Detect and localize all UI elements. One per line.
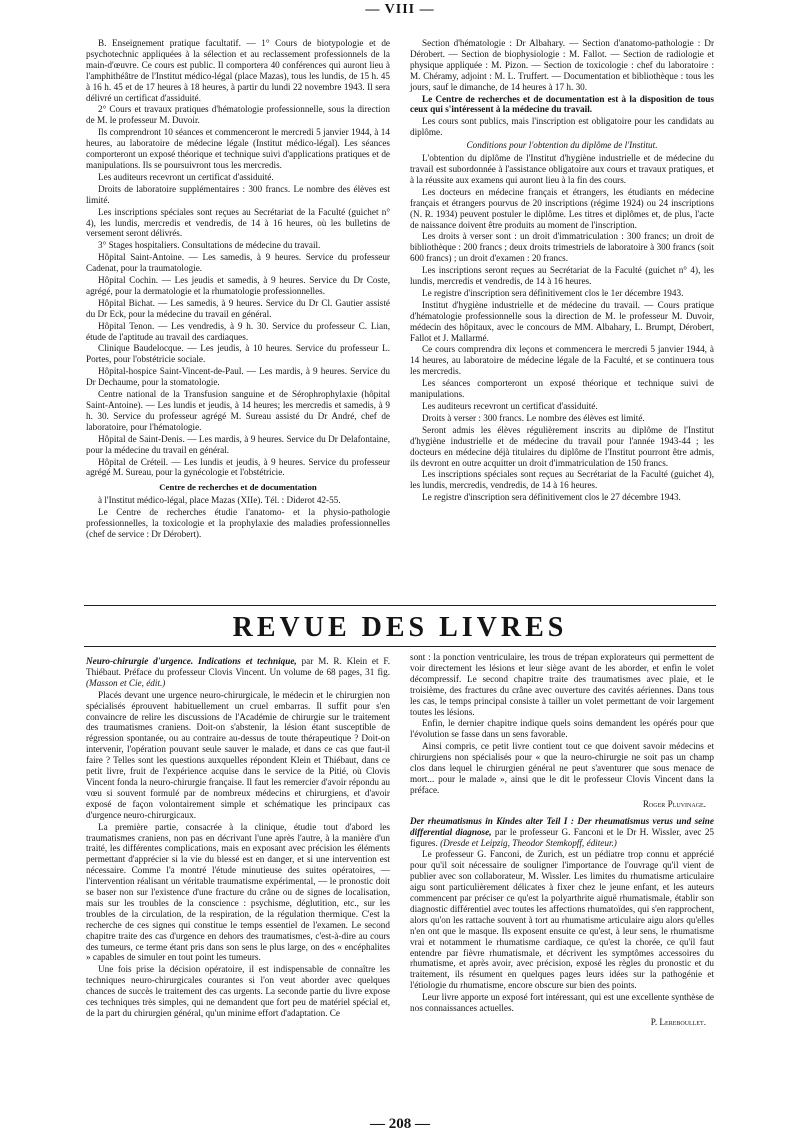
top-left-column xyxy=(86,38,390,541)
review-publisher: (Dresde et Leipzig, Theodor Stemkopff, éditeur.) xyxy=(440,837,617,848)
paragraph: Hôpital-hospice Saint-Vincent-de-Paul. — Les mardis, à 9 heures. Service du Dr Dechaume, pour la stomatologie. xyxy=(86,366,390,388)
paragraph: Droits à verser : 300 francs. Le nombre des élèves est limité. xyxy=(422,412,645,423)
paragraph: L'obtention du diplôme de l'Institut d'hygiène industrielle et de médecine du travail est subordonnée à l'assistance obligatoire aux cours et travaux pratiques, et à la réussite aux examens qui auront lieu à la fin des cours. xyxy=(410,153,714,185)
paragraph: à l'Institut médico-légal, place Mazas (XIIe). Tél. : Diderot 42-55. xyxy=(98,495,341,506)
review-title: Der rheumatismus in Kindes alter Teil I : Der rheumatismus verus und seine differential diagnose, xyxy=(410,815,714,837)
paragraph: Enfin, le dernier chapitre indique quels soins demandent les opérés pour que l'évolution se fasse dans un sens favorable. xyxy=(410,718,714,740)
paragraph: Hôpital Bichat. — Les samedis, à 9 heures. Service du Dr Cl. Gautier assisté du Dr Eck, pour la médecine du travail en général. xyxy=(86,297,390,319)
paragraph: Hôpital Tenon. — Les vendredis, à 9 h. 30. Service du professeur C. Lian, étude de l'aptitude au travail des cardiaques. xyxy=(86,320,390,342)
paragraph: La première partie, consacrée à la clinique, étudie tout d'abord les traumatismes craniens, non pas en décrivant l'une après l'autre, à la manière d'un traité, les différentes complications, mais en exposant avec précision les éléments permettant d'apprécier si la vie du blessé est en danger, et si une intervention est nécessaire. Comme l'a montré l'étude minutieuse des suites opératoires, — l'intervention réalisant un véritable traumatisme expérimental, — le pronostic doit se baser non sur l'existence d'une fracture du crâne ou de signes de localisation, mais sur les troubles de la conscience : psychisme, déglutition, etc., sur les troubles de la circulation, de la respiration, de la régulation thermique. C'est la recherche de ces signes qui constitue le temps essentiel de l'examen. Le second chapitre traite des cas d'urgence en dehors des traumatismes, c'est-à-dire au cours des tumeurs, ce terme étant pris dans son sens le plus large, on des « encéphalites » capables de simuler en tout point les tumeurs. xyxy=(86,821,390,963)
paragraph: Hôpital de Saint-Denis. — Les mardis, à 9 heures. Service du Dr Delafontaine, pour la médecine du travail en général. xyxy=(86,433,390,455)
paragraph: Les inscriptions seront reçues au Secrétariat de la Faculté (guichet n° 4), les lundis, mercredis et vendredis, de 14 à 16 heures. xyxy=(410,265,714,287)
paragraph: Placés devant une urgence neuro-chirurgicale, le médecin et le chirurgien non spécialisés éprouvent habituellement un cruel embarras. Il suffit pour s'en convaincre de relire les discussions de l'Académie de chirurgie sur le traitement des traumatismes craniens. Doit-on s'abstenir, la lésion étant susceptible de régression spontanée, ou au contraire au-dessus de toute thérapeutique ? Doit-on intervenir, l'opération pouvant seule sauver le malade, et dans ce cas que faut-il faire ? Telles sont les questions auxquelles répondent Klein et Thiébaut, dans ce petit livre, fruit de l'expérience acquise dans le service de la Pitié, où Clovis Vincent fonda la neuro-chirurgie française. Il faut les remercier d'avoir répondu au vœu si souvent formulé par de nombreux médecins et chirurgiens, et d'avoir exposé de façon volontairement simple et schématique les principaux cas d'urgence neuro-chirurgicaux. xyxy=(86,689,390,820)
page-number: — 208 — xyxy=(370,1116,430,1132)
bottom-left-column xyxy=(86,652,390,1020)
paragraph: Les cours sont publics, mais l'inscription est obligatoire pour les candidats au diplôme. xyxy=(410,116,714,138)
paragraph: Hôpital Saint-Antoine. — Les samedis, à 9 heures. Service du professeur Cadenat, pour la traumatologie. xyxy=(86,252,390,274)
paragraph: Les inscriptions spéciales sont reçues au Secrétariat de la Faculté (guichet 4), les lundis, mercredis, vendredis, de 14 à 16 heures. xyxy=(410,469,714,491)
paragraph: Le registre d'inscription sera définitivement clos le 1er décembre 1943. xyxy=(422,287,684,298)
review-signature: P. Lereboullet. xyxy=(650,1017,706,1027)
paragraph: Section d'hématologie : Dr Albahary. — Section d'anatomo-pathologie : Dr Dérobert. — Section de biophysiologie : M. Fallot. — Section de radiologie et physique appliquée : M. Pizon. — Section de toxicologie : chef du laboratoire : M. Chéramy, adjoint : M. L. Truffert. — Documentation et bibliothèque : tous les jours, sauf le dimanche, de 14 heures à 17 h. 30. xyxy=(410,38,714,92)
paragraph: Les auditeurs recevront un certificat d'assiduité. xyxy=(98,171,274,182)
paragraph: Les auditeurs recevront un certificat d'assiduité. xyxy=(422,401,598,411)
review-signature: Roger Pluvinage. xyxy=(642,798,706,809)
subsection-heading: Conditions pour l'obtention du diplôme de l'Institut. xyxy=(466,140,658,151)
paragraph: Seront admis les élèves régulièrement inscrits au diplôme de l'Institut d'hygiène industrielle et de médecine du travail pour l'année 1943-44 ; les docteurs en médecine déjà titulaires du diplôme de l'Institut pourront être admis, ils devront en outre acquitter un droit d'immatriculation de 150 francs. xyxy=(410,424,714,468)
top-right-column xyxy=(410,38,714,504)
review-authors: par le professeur G. Fanconi et le Dr H. Wissler, avec 25 figures. xyxy=(410,826,715,848)
review-title-block xyxy=(410,816,714,849)
paragraph: Hôpital de Créteil. — Les lundis et jeudis, à 9 heures. Service du professeur agrégé M. Sureau, pour la gynécologie et l'obstétricie. xyxy=(86,456,390,478)
paragraph: B. Enseignement pratique facultatif. — 1° Cours de biotypologie et de psychotechnic appliquées à la sélection et au reclassement professionnels de la main-d'œuvre. Ce cours est public. Il comportera 40 conférences qui auront lieu à l'amphithéâtre de l'Institut médico-légal (place Mazas), tous les lundis, de 15 h. 45 à 16 h. 45 et de 17 heures à 18 heures, à partir du lundi 22 novembre 1943. Il sera délivré un certificat d'assiduité. xyxy=(86,38,390,103)
review-section-title: REVUE DES LIVRES xyxy=(232,612,568,643)
paragraph: Les séances comporteront un exposé théorique et technique suivi de manipulations. xyxy=(410,378,714,400)
bottom-right-column xyxy=(410,652,714,1034)
paragraph: Ce cours comprendra dix leçons et commencera le mercredi 5 janvier 1944, à 14 heures, au laboratoire de médecine légale de la Faculté, et se continuera tous les mercredis. xyxy=(410,344,714,377)
paragraph: Le registre d'inscription sera définitivement clos le 27 décembre 1943. xyxy=(422,492,681,503)
paragraph: Centre national de la Transfusion sanguine et de Sérophrophylaxie (hôpital Saint-Antoine). — Les lundis et jeudis, à 14 heures; les mercredis et samedis, à 9 h. 30. Service du professeur agrégé M. Sureau assisté du Dr André, chef de laboratoire, pour l'hématologie. xyxy=(86,389,390,432)
review-publisher: (Masson et Cie, édit.) xyxy=(86,677,166,688)
paragraph: Ils comprendront 10 séances et commenceront le mercredi 5 janvier 1944, à 14 heures, au laboratoire de médecine légale (Institut médico-légal). Les séances comporteront un exposé théorique et technique suivi d'applications pratiques et de manipulations. Ils se poursuivront tous les mercredis. xyxy=(86,127,390,170)
paragraph: Le Centre de recherches étudie l'anatomo- et la physio-pathologie professionnelles, la toxicologie et la prophylaxie des maladies professionnelles (chef de service : Dr Dérobert). xyxy=(86,507,390,539)
section-divider xyxy=(84,605,716,606)
paragraph: Les docteurs en médecine français et étrangers, les étudiants en médecine français et étrangers pourvus de 20 inscriptions (régime 1924) ou 24 inscriptions (N. R. 1934) peuvent postuler le diplôme. Les titres et diplômes et, de plus, l'acte de naissance doivent être produits au moment de l'inscription. xyxy=(410,186,714,230)
paragraph: 3° Stages hospitaliers. Consultations de médecine du travail. xyxy=(98,240,321,251)
paragraph: Clinique Baudelocque. — Les jeudis, à 10 heures. Service du professeur L. Portes, pour l'obstétricie sociale. xyxy=(86,343,390,365)
section-heading: Centre de recherches et de documentation xyxy=(159,482,317,493)
paragraph: Les droits à verser sont : un droit d'immatriculation : 300 francs; un droit de bibliothèque : 200 francs ; deux droits trimestriels de laboratoire à 300 francs (soit 600 francs) ; un droit d'examen : 20 francs. xyxy=(410,231,714,264)
paragraph: Le Centre de recherches et de documentation est à la disposition de tous ceux qui s'intéressent à la médecine du travail. xyxy=(410,93,714,115)
paragraph: Une fois prise la décision opératoire, il est indispensable de connaître les techniques neuro-chirurgicales courantes si l'on veut aborder avec quelques chances de succès le traitement des cas urgents. La seconde partie du livre expose ces techniques très simples, qui ne demandent que fort peu de matériel spécial et, de la part du chirurgien général, qu'un minime effort d'adaptation. Ce xyxy=(86,964,390,1018)
page-header-roman: — VIII — xyxy=(365,2,435,17)
paragraph: sont : la ponction ventriculaire, les trous de trépan explorateurs qui permettent de voir directement les lésions et leur siège avant de les aborder, et enfin le volet décompressif. Le second chapitre traite des traumatismes avec plaie, et le troisième, des fractures du crâne avec ouverture des cavités aériennes. Dans tous les cas, le temps principal consiste à tailler un volet permettant de voir largement toutes les lésions. xyxy=(410,652,714,717)
paragraph: Leur livre apporte un exposé fort intéressant, qui est une excellente synthèse de nos connaissances actuelles. xyxy=(410,992,714,1014)
review-title: Neuro-chirurgie d'urgence. Indications et technique, xyxy=(86,656,297,666)
paragraph: Droits de laboratoire supplémentaires : 300 francs. Le nombre des élèves est limité. xyxy=(86,183,390,205)
review-authors: par M. R. Klein et F. Thiébaut. Préface du professeur Clovis Vincent. Un volume de 68 pages, 31 fig. xyxy=(86,656,390,677)
paragraph: Le professeur G. Fanconi, de Zurich, est un pédiatre trop connu et apprécié pour qu'il soit nécessaire de souligner l'importance de l'ouvrage qu'il vient de publier avec son collaborateur, M. Wissler. Les limites du rhumatisme articulaire aigu sont particulièrement délicates à fixer chez le jeune enfant, et les auteurs commencent par préciser ce qu'est la polyarthrite aiguë rhumatismale, établir son diagnostic différentiel avec toutes les affections rhumatoïdes, qui s'en rapprochent, alors qu'on les rattache souvent à tort au rhumatisme articulaire aigu alors qu'elles n'en ont que le masque. Ils exposent ensuite ce qu'est, à leur sens, le rhumatisme vrai et notamment le rhumatisme cardiaque, ce qu'est la chorée, ce qu'il faut entendre par fièvre rhumatismale, et décrivent les symptômes accessoires du rhumatisme, et après avoir, avec précision, exposé les règles du pronostic et du traitement, ils résument en quelques pages leurs idées sur la pathogénie et l'étiologie du rhumatisme, encore obscure sur bien des points. xyxy=(410,849,714,991)
paragraph: Hôpital Cochin. — Les jeudis et samedis, à 9 heures. Service du Dr Coste, agrégé, pour la dermatologie et la rhumatologie professionnelles. xyxy=(86,275,390,296)
paragraph: Institut d'hygiène industrielle et de médecine du travail. — Cours pratique d'hématologie professionnelle sous la direction de M. le professeur M. Duvoir, médecin des hôpitaux, avec le concours de MM. Albahary, L. Brumpt, Dérobert, Fallot et J. Mallarmé. xyxy=(410,299,714,343)
section-divider xyxy=(84,646,716,647)
paragraph: 2° Cours et travaux pratiques d'hématologie professionnelle, sous la direction de M. le professeur M. Duvoir. xyxy=(86,104,390,126)
paragraph: Les inscriptions spéciales sont reçues au Secrétariat de la Faculté (guichet n° 4), les lundis, mercredis et vendredis, de 14 à 16 heures, où les bulletins de versement seront délivrés. xyxy=(86,206,390,239)
review-title-block xyxy=(86,656,390,689)
paragraph: Ainsi compris, ce petit livre contient tout ce que doivent savoir médecins et chirurgiens non spécialisés pour « que la neuro-chirurgie ne soit pas un champ clos dans lequel le chirurgien général ne peut s'aventurer que sous menace de mort... pour le malade », ainsi que le dit le professeur Clovis Vincent dans la préface. xyxy=(410,741,714,795)
